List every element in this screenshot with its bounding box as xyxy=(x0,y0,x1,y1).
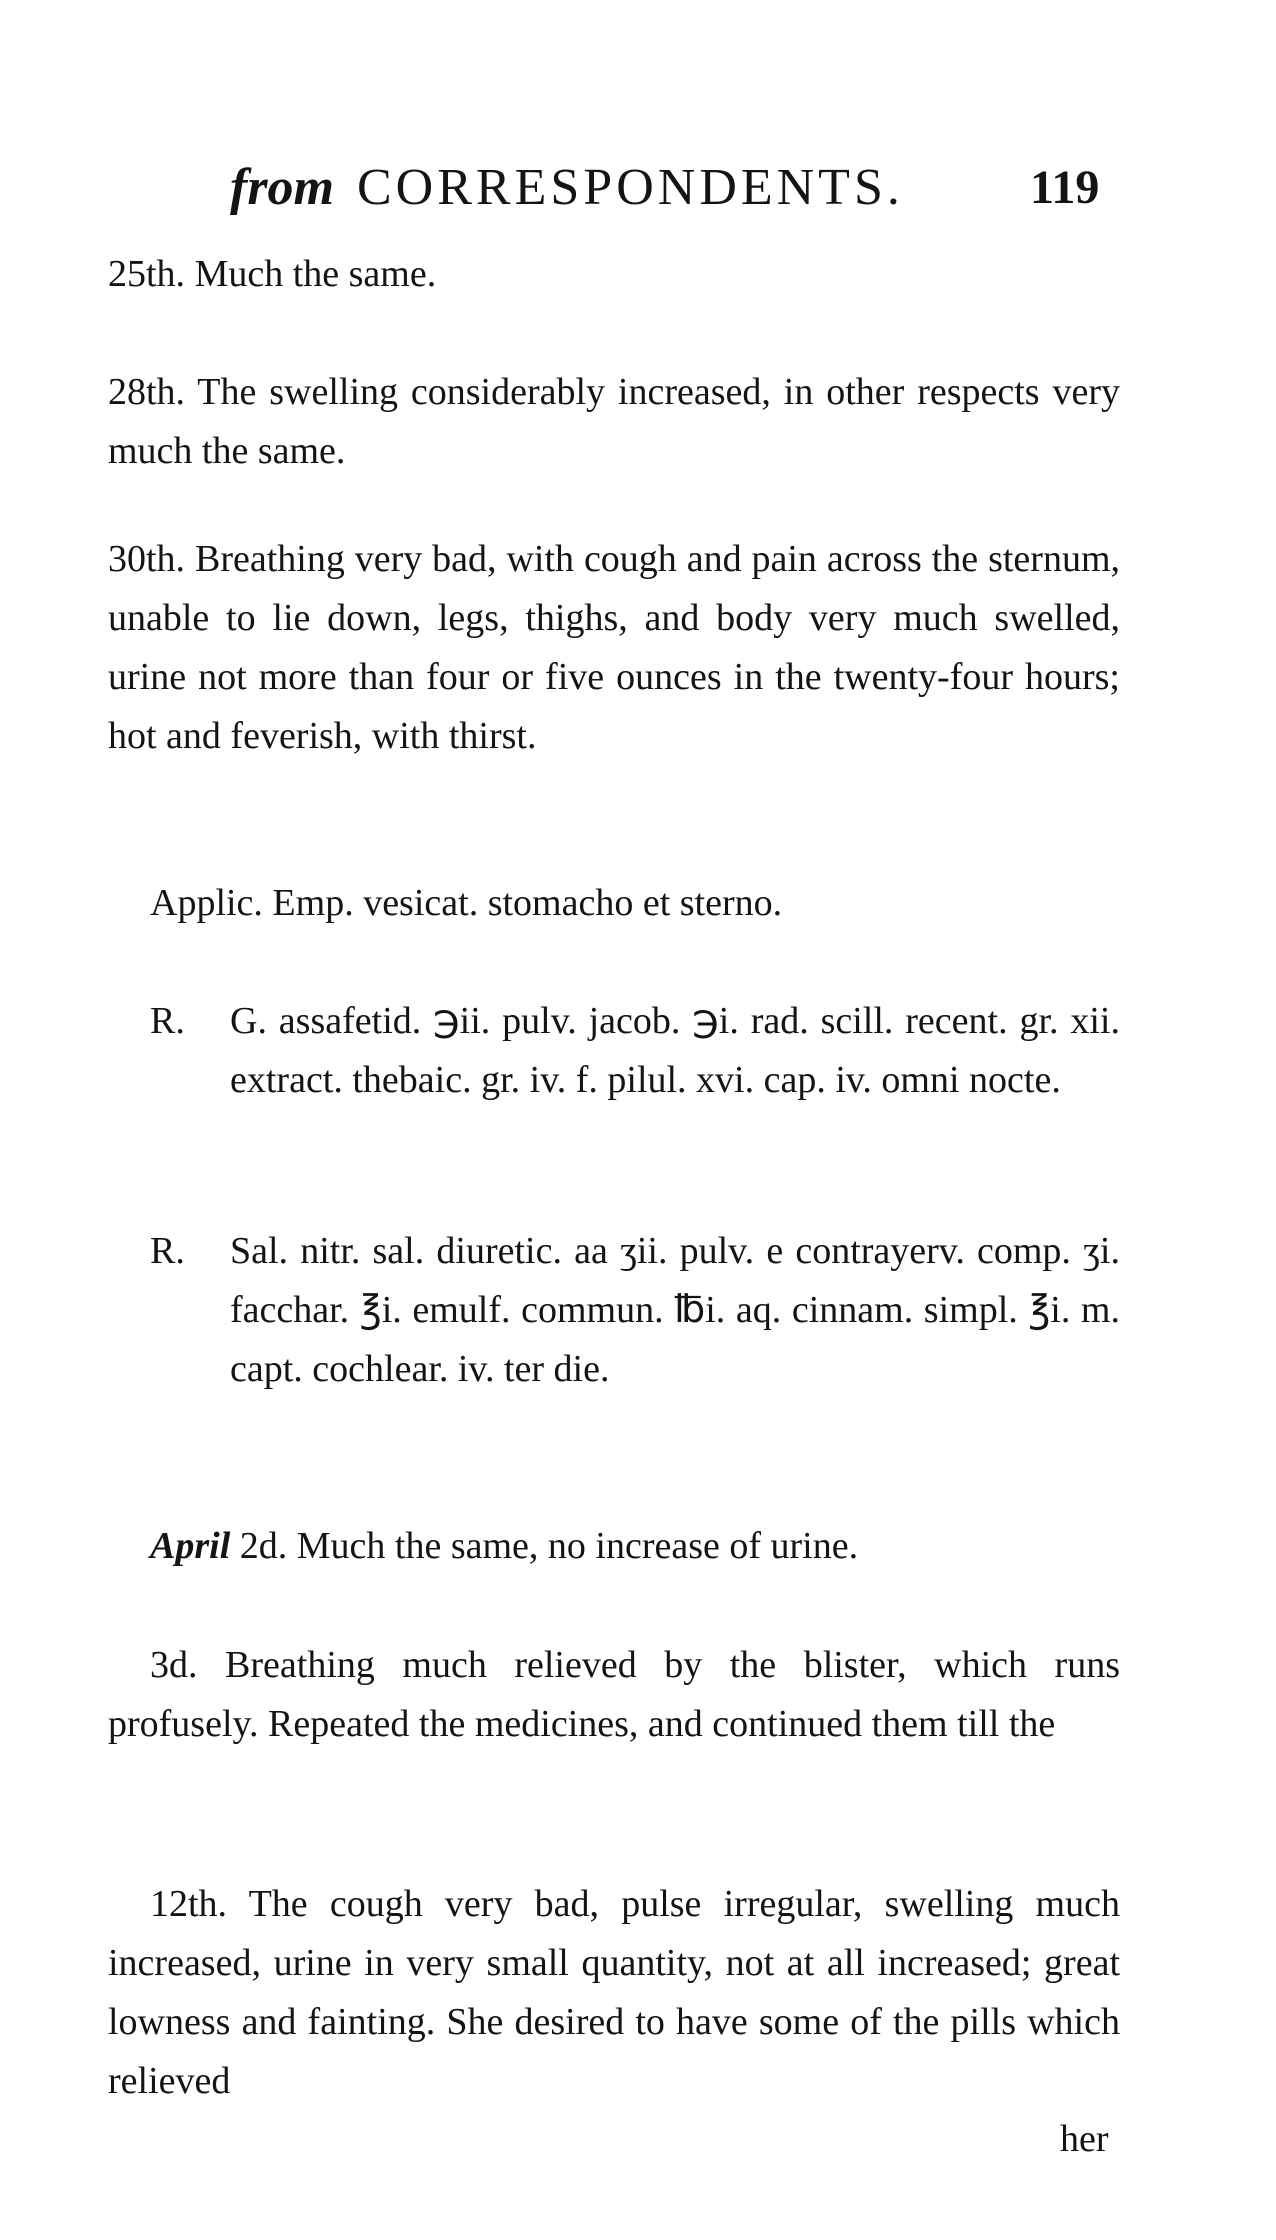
prescription-1 xyxy=(150,992,1120,1110)
entry-date: 28th. xyxy=(108,371,186,413)
prescription-text: G. assafetid. ℈ii. pulv. jacob. ℈i. rad. scill. recent. gr. xii. extract. thebaic. gr. iv. f. pilul. xvi. cap. iv. omni nocte. xyxy=(230,1000,1120,1101)
entry-text: Breathing much relieved by the blister, which runs profusely. Repeated the medicines, and continued them till the xyxy=(108,1644,1120,1745)
entry-text: The cough very bad, pulse irregular, swelling much increased, urine in very small quantity, not at all increased; great lowness and fainting. She desired to have some of the pills which relieved xyxy=(108,1883,1120,2102)
prescription-text: Sal. nitr. sal. diuretic. aa ʒii. pulv. e contrayerv. comp. ʒi. facchar. ℥i. emulf. commun. ℔i. aq. cinnam. simpl. ℥i. m. capt. cochlear. iv. ter die. xyxy=(230,1230,1120,1390)
entry-date: 12th. xyxy=(150,1883,228,1925)
page-number: 119 xyxy=(1030,161,1100,214)
entry-date: 25th. xyxy=(108,253,186,295)
entry-month: April xyxy=(150,1525,231,1567)
entry-25th xyxy=(108,245,1120,304)
running-head-from: from xyxy=(230,159,334,216)
entry-text: Breathing very bad, with cough and pain across the sternum, unable to lie down, legs, thighs, and body very much swelled, urine not more than four or five ounces in the twenty-four hours; hot and feverish, with thirst. xyxy=(108,538,1120,757)
application-note xyxy=(108,874,1120,933)
running-head-title: CORRESPONDENTS. xyxy=(357,159,904,216)
entry-text: Much the same, no increase of urine. xyxy=(296,1525,859,1567)
entry-date: 2d. xyxy=(239,1525,288,1567)
entry-3d xyxy=(108,1636,1120,1754)
entry-april-2d xyxy=(108,1517,1120,1576)
entry-28th xyxy=(108,363,1120,481)
entry-date: 30th. xyxy=(108,538,186,580)
entry-date: 3d. xyxy=(150,1644,198,1686)
running-head xyxy=(230,158,1130,218)
entry-12th xyxy=(108,1875,1120,2111)
entry-text: The swelling considerably increased, in other respects very much the same. xyxy=(108,371,1120,472)
catchword: her xyxy=(1060,2118,1109,2160)
recipe-mark: R. xyxy=(150,1230,185,1272)
entry-text: Much the same. xyxy=(194,253,437,295)
prescription-2 xyxy=(150,1222,1120,1399)
recipe-mark: R. xyxy=(150,1000,185,1042)
entry-text: Applic. Emp. vesicat. stomacho et sterno. xyxy=(150,882,783,924)
entry-30th xyxy=(108,530,1120,766)
